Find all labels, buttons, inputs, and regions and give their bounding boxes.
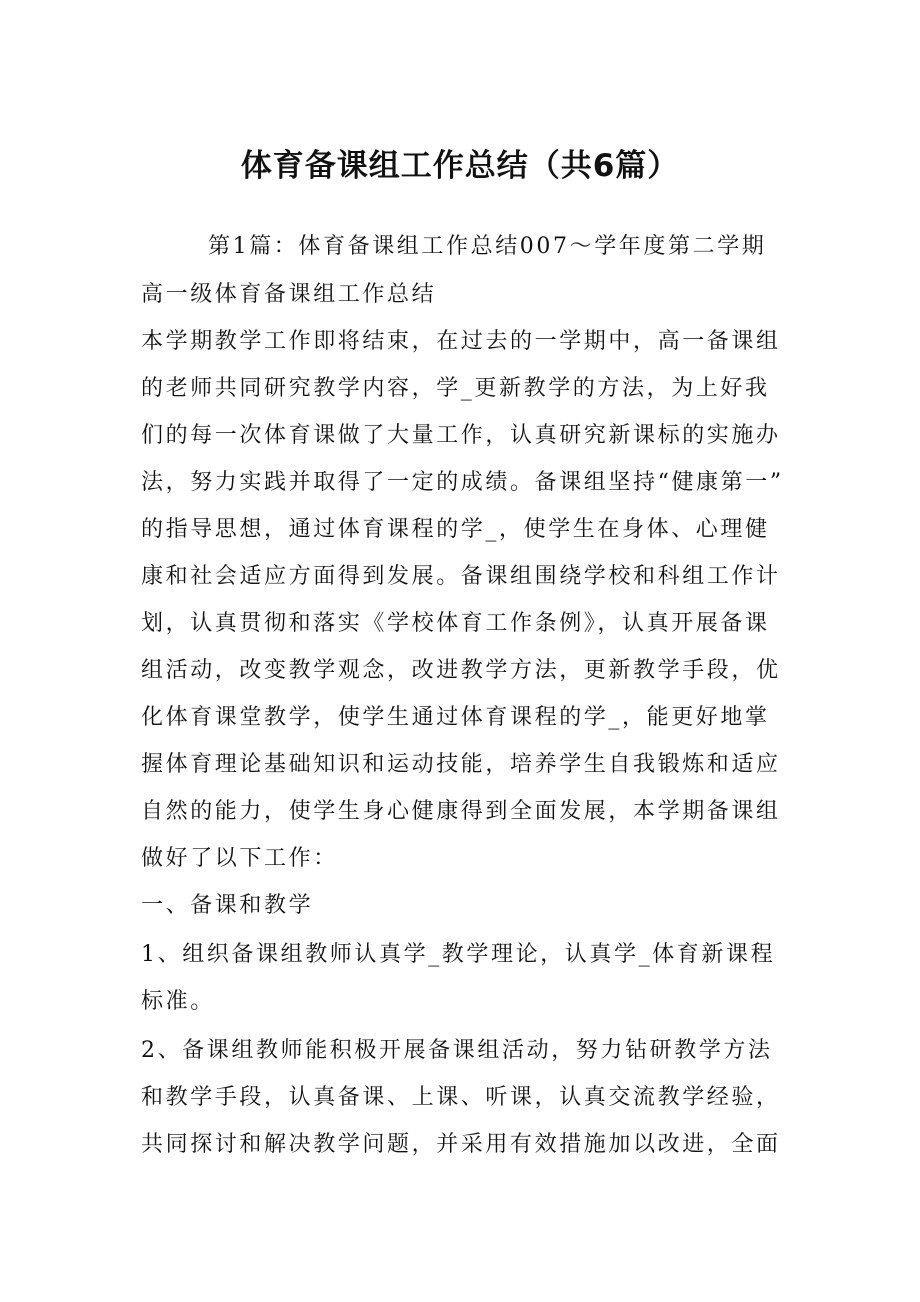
body-line: 组活动，改变教学观念，改进教学方法，更新教学手段，优	[141, 658, 781, 683]
body-line: 康和社会适应方面得到发展。备课组围绕学校和科组工作计	[141, 564, 781, 589]
body-line: 本学期教学工作即将结束，在过去的一学期中，高一备课组	[141, 329, 781, 354]
body-line: 划，认真贯彻和落实《学校体育工作条例》，认真开展备课	[141, 611, 770, 636]
document-title: 体育备课组工作总结（共6篇）	[240, 148, 680, 184]
body-line: 自然的能力，使学生身心健康得到全面发展，本学期备课组	[141, 799, 781, 824]
list-item-continuation: 和教学手段，认真备课、上课、听课，认真交流教学经验，	[141, 1085, 781, 1110]
section-heading: 一、备课和教学	[141, 893, 314, 918]
body-line: 做好了以下工作：	[141, 846, 338, 871]
body-line: 们的每一次体育课做了大量工作，认真研究新课标的实施办	[141, 423, 781, 448]
body-line: 的指导思想，通过体育课程的学_，使学生在身体、心理健	[141, 517, 770, 542]
list-item: 2、备课组教师能积极开展备课组活动，努力钻研教学方法	[141, 1038, 773, 1063]
body-line: 化体育课堂教学，使学生通过体育课程的学_，能更好地掌	[141, 705, 770, 730]
body-line: 握体育理论基础知识和运动技能，培养学生自我锻炼和适应	[141, 752, 781, 777]
body-line: 的老师共同研究教学内容，学_更新教学的方法，为上好我	[141, 376, 770, 401]
subtitle-line: 第1篇：体育备课组工作总结007～学年度第二学期	[208, 234, 767, 259]
section-heading: 高一级体育备课组工作总结	[141, 282, 437, 307]
body-line: 法，努力实践并取得了一定的成绩。备课组坚持“健康第一”	[141, 470, 784, 495]
list-item-continuation: 共同探讨和解决教学问题，并采用有效措施加以改进，全面	[141, 1132, 781, 1157]
list-item-continuation: 标准。	[141, 989, 215, 1014]
list-item: 1、组织备课组教师认真学_教学理论，认真学_体育新课程	[141, 942, 776, 967]
